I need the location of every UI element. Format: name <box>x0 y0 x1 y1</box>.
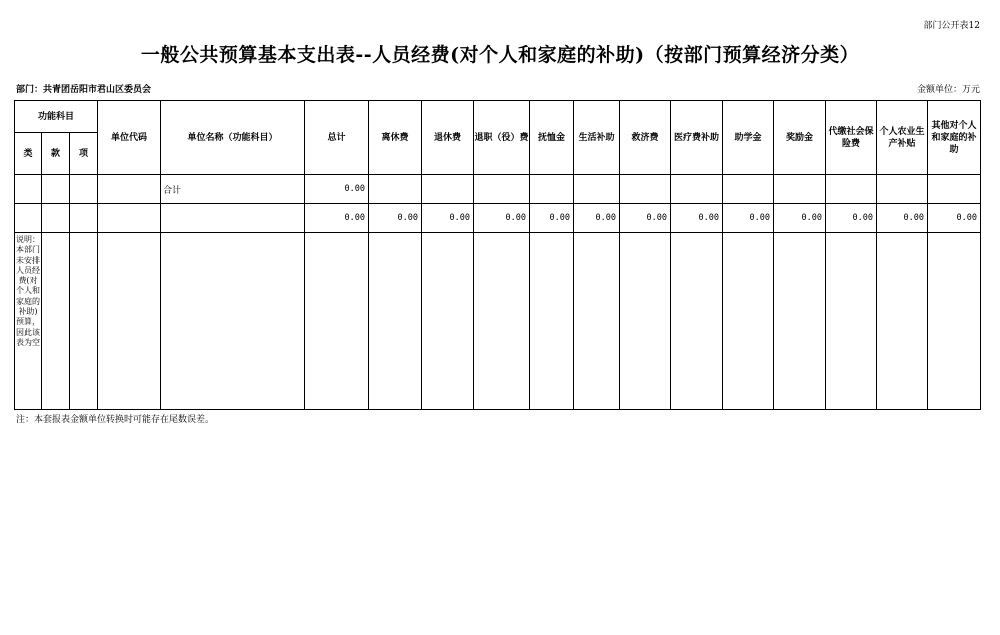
row-detail-value: 0.00 <box>369 204 422 233</box>
header-col-tuixiu: 退休费 <box>422 101 474 175</box>
header-col-yiliao: 医疗费补助 <box>671 101 723 175</box>
header-lei: 类 <box>15 133 42 175</box>
row-detail-value: 0.00 <box>620 204 671 233</box>
header-col-shebao: 代缴社会保险费 <box>826 101 877 175</box>
table-row-sum <box>15 175 981 204</box>
page-code: 部门公开表12 <box>923 21 980 31</box>
row-detail-value: 0.00 <box>826 204 877 233</box>
header-col-tuizhi: 退职（役）费 <box>474 101 530 175</box>
amount-unit: 金额单位：万元 <box>916 85 980 95</box>
note-cell <box>15 233 42 410</box>
department-label: 部门：共青团岳阳市君山区委员会 <box>16 85 152 95</box>
row-sum-total: 0.00 <box>305 175 369 204</box>
row-detail-total: 0.00 <box>305 204 369 233</box>
row-detail-value: 0.00 <box>877 204 928 233</box>
row-detail-value: 0.00 <box>671 204 723 233</box>
row-detail-value: 0.00 <box>574 204 620 233</box>
header-col-fuxu: 抚恤金 <box>530 101 574 175</box>
row-detail-value: 0.00 <box>474 204 530 233</box>
header-col-zhuxue: 助学金 <box>723 101 774 175</box>
table-row-detail <box>15 204 981 233</box>
header-col-nongye: 个人农业生产补贴 <box>877 101 928 175</box>
header-xiang: 项 <box>70 133 98 175</box>
header-col-qita: 其他对个人和家庭的补助 <box>928 101 981 175</box>
table-row-note <box>15 233 981 410</box>
header-func-subject: 功能科目 <box>15 101 98 133</box>
page-title: 一般公共预算基本支出表--人员经费(对个人和家庭的补助)（按部门预算经济分类） <box>140 44 860 66</box>
row-detail-value: 0.00 <box>928 204 981 233</box>
row-detail-value: 0.00 <box>530 204 574 233</box>
header-col-jiangli: 奖励金 <box>774 101 826 175</box>
expenditure-table <box>14 100 981 410</box>
header-col-jiuji: 救济费 <box>620 101 671 175</box>
footnote: 注：本套报表金额单位转换时可能存在尾数误差。 <box>16 415 215 425</box>
row-detail-value: 0.00 <box>422 204 474 233</box>
note-text: 说明：本部门未安排人员经费(对个人和家庭的补助)预算，因此该表为空 <box>16 235 40 347</box>
row-sum-label: 合计 <box>161 175 305 204</box>
header-unit-code: 单位代码 <box>98 101 161 175</box>
header-total: 总计 <box>305 101 369 175</box>
header-kuan: 款 <box>42 133 70 175</box>
row-detail-value: 0.00 <box>774 204 826 233</box>
header-col-shenghuo: 生活补助 <box>574 101 620 175</box>
row-detail-value: 0.00 <box>723 204 774 233</box>
header-col-lixiu: 离休费 <box>369 101 422 175</box>
header-unit-name: 单位名称（功能科目） <box>161 101 305 175</box>
